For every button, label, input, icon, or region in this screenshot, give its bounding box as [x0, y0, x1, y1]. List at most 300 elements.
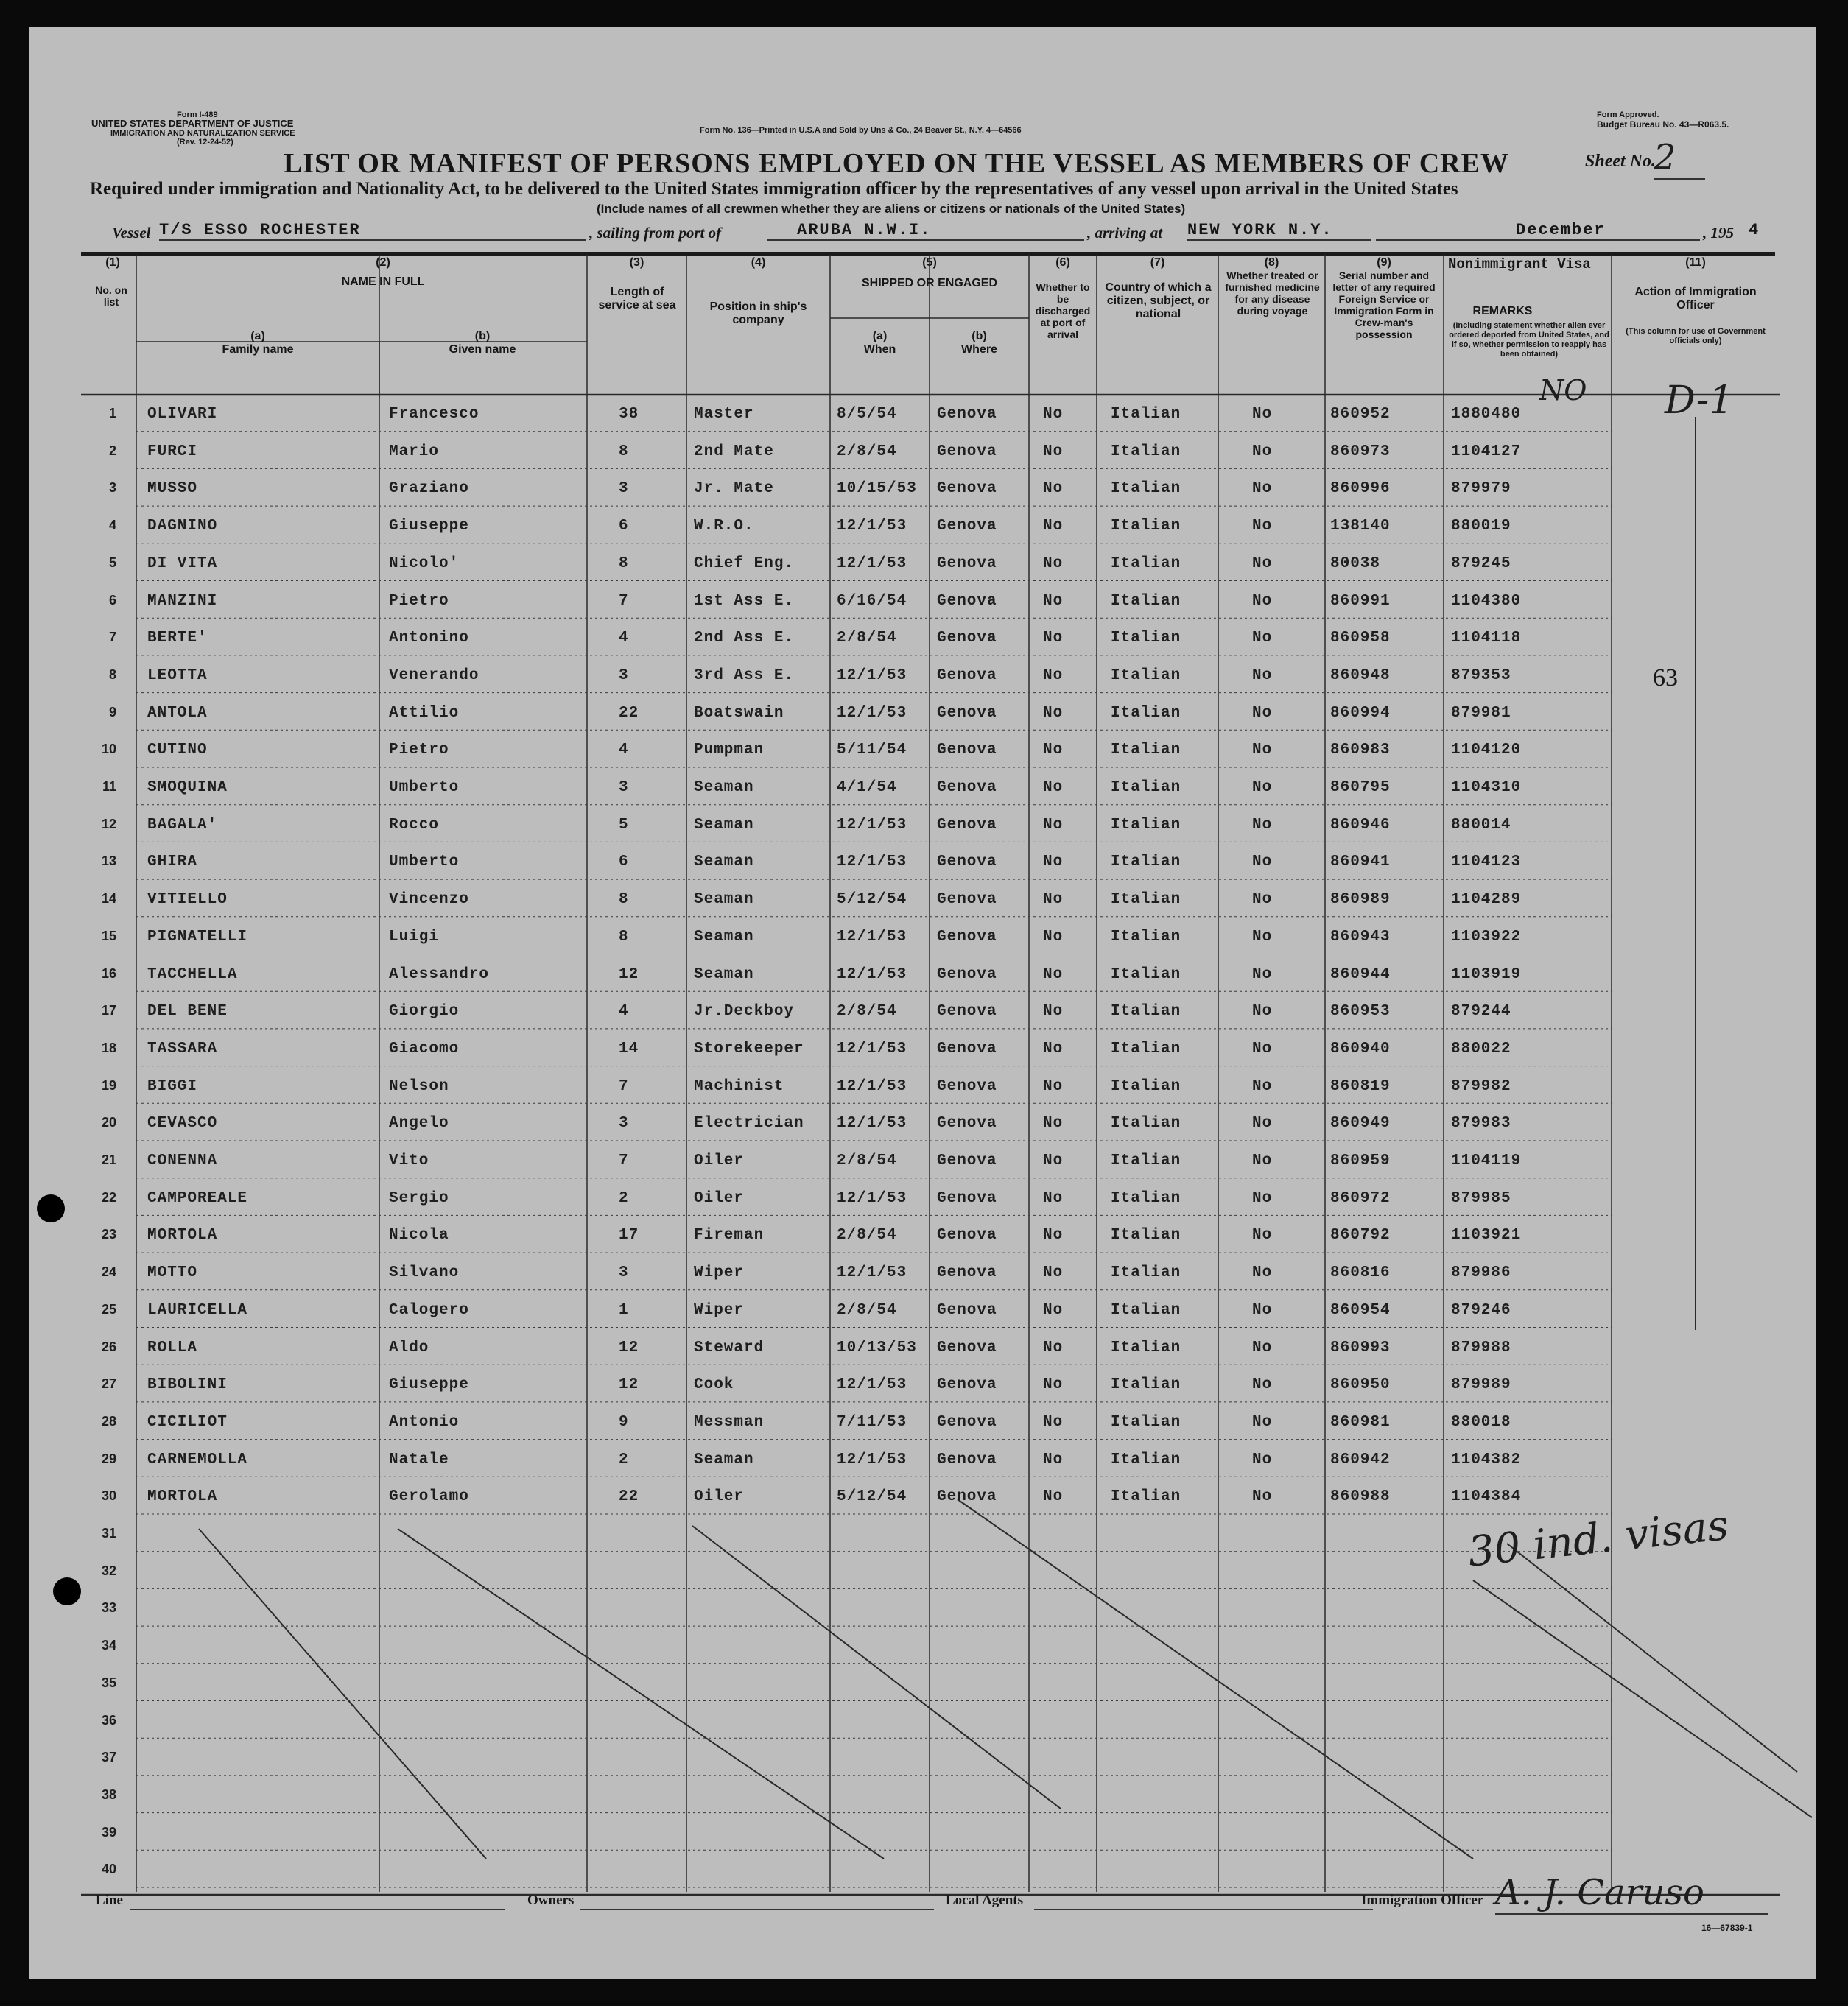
cell-service: 4: [619, 630, 629, 647]
cell-remarks: 879982: [1451, 1077, 1511, 1095]
cell-remarks: 1104118: [1451, 630, 1522, 647]
cell-where: Genova: [937, 406, 997, 423]
cell-no: 33: [101, 1600, 116, 1616]
cell-family: DI VITA: [147, 555, 218, 572]
cell-serial: 860972: [1330, 1189, 1391, 1207]
cell-position: Machinist: [694, 1077, 784, 1095]
cell-discharge: No: [1043, 704, 1064, 722]
cell-no: 10: [101, 742, 116, 757]
cell-serial: 860993: [1330, 1339, 1391, 1356]
cell-serial: 860996: [1330, 480, 1391, 498]
cell-position: Master: [694, 406, 754, 423]
col7-heading: Country of which a citizen, subject, or national: [1105, 281, 1212, 320]
cell-country: Italian: [1111, 592, 1181, 610]
cell-remarks: 879244: [1451, 1003, 1511, 1021]
cell-discharge: No: [1043, 406, 1064, 423]
cell-remarks: 1104380: [1451, 592, 1522, 610]
table-row: [29, 1706, 1816, 1743]
table-row: [29, 1481, 1816, 1518]
cell-country: Italian: [1111, 1264, 1181, 1282]
cell-where: Genova: [937, 1152, 997, 1169]
cell-when: 12/1/53: [837, 1376, 907, 1394]
form-revision: (Rev. 12-24-52): [177, 138, 233, 147]
cell-medicine: No: [1252, 704, 1273, 722]
table-row: [29, 510, 1816, 548]
cell-serial: 860953: [1330, 1003, 1391, 1021]
col6-number: (6): [1055, 256, 1070, 269]
cell-position: 1st Ass E.: [694, 592, 795, 610]
arrival-port: NEW YORK N.Y.: [1187, 221, 1371, 241]
cell-discharge: No: [1043, 1115, 1064, 1133]
cell-discharge: No: [1043, 480, 1064, 498]
cell-no: 9: [108, 704, 116, 719]
col4-heading: Position in ship's company: [709, 300, 807, 326]
cell-serial: 860942: [1330, 1451, 1391, 1468]
page-title: LIST OR MANIFEST OF PERSONS EMPLOYED ON THE VESSEL AS MEMBERS OF CREW: [284, 148, 1509, 179]
cell-where: Genova: [937, 1339, 997, 1356]
table-row: [29, 884, 1816, 921]
col8-number: (8): [1264, 256, 1279, 269]
col10-typed-heading: Nonimmigrant Visa: [1448, 256, 1591, 272]
cell-serial: 860952: [1330, 406, 1391, 423]
cell-position: Oiler: [694, 1189, 745, 1207]
cell-position: Seaman: [694, 816, 754, 834]
cell-position: Seaman: [694, 1451, 754, 1468]
cell-no: 17: [101, 1003, 116, 1018]
table-row: [29, 1444, 1816, 1482]
form-code: 16—67839-1: [1701, 1923, 1753, 1933]
cell-service: 2: [619, 1451, 629, 1468]
cell-where: Genova: [937, 816, 997, 834]
cell-service: 6: [619, 854, 629, 871]
cell-when: 2/8/54: [837, 443, 897, 460]
cell-family: CEVASCO: [147, 1115, 218, 1133]
cell-given: Pietro: [389, 592, 449, 610]
service-name: IMMIGRATION AND NATURALIZATION SERVICE: [110, 129, 295, 138]
cell-service: 7: [619, 592, 629, 610]
cell-no: 13: [101, 854, 116, 869]
cell-where: Genova: [937, 1451, 997, 1468]
cell-country: Italian: [1111, 965, 1181, 983]
cell-discharge: No: [1043, 1376, 1064, 1394]
col5b-heading: (b) Where: [961, 330, 997, 356]
cell-when: 10/15/53: [837, 480, 917, 498]
cell-no: 2: [108, 443, 116, 458]
cell-discharge: No: [1043, 891, 1064, 909]
table-row: [29, 436, 1816, 474]
cell-position: Seaman: [694, 928, 754, 946]
cell-position: Pumpman: [694, 742, 765, 759]
cell-serial: 860948: [1330, 666, 1391, 684]
cell-country: Italian: [1111, 1227, 1181, 1245]
cell-remarks: 879246: [1451, 1301, 1511, 1319]
cell-family: BAGALA': [147, 816, 218, 834]
cell-position: Cook: [694, 1376, 734, 1394]
cell-discharge: No: [1043, 742, 1064, 759]
cell-serial: 138140: [1330, 518, 1391, 535]
table-row: [29, 548, 1816, 585]
cell-given: Giorgio: [389, 1003, 460, 1021]
cell-position: Oiler: [694, 1488, 745, 1506]
cell-remarks: 1103919: [1451, 965, 1522, 983]
cell-position: Electrician: [694, 1115, 804, 1133]
cell-no: 39: [101, 1824, 116, 1840]
table-row: [29, 1295, 1816, 1332]
cell-serial: 860958: [1330, 630, 1391, 647]
cell-serial: 860941: [1330, 854, 1391, 871]
table-row: [29, 1108, 1816, 1145]
cell-medicine: No: [1252, 779, 1273, 796]
cell-serial: 860959: [1330, 1152, 1391, 1169]
cell-country: Italian: [1111, 1189, 1181, 1207]
immigration-officer-label: Immigration Officer: [1361, 1893, 1484, 1908]
cell-remarks: 879985: [1451, 1189, 1511, 1207]
cell-medicine: No: [1252, 592, 1273, 610]
cell-when: 12/1/53: [837, 1264, 907, 1282]
cell-given: Gerolamo: [389, 1488, 469, 1506]
punch-hole-bottom: [53, 1577, 81, 1605]
cell-medicine: No: [1252, 1077, 1273, 1095]
cell-remarks: 1104382: [1451, 1451, 1522, 1468]
cell-remarks: 879979: [1451, 480, 1511, 498]
cell-medicine: No: [1252, 928, 1273, 946]
table-row: [29, 1033, 1816, 1071]
cell-medicine: No: [1252, 1189, 1273, 1207]
cell-serial: 860819: [1330, 1077, 1391, 1095]
cell-where: Genova: [937, 443, 997, 460]
col5-heading: SHIPPED OR ENGAGED: [861, 277, 998, 289]
cell-given: Aldo: [389, 1339, 429, 1356]
cell-where: Genova: [937, 742, 997, 759]
table-row: [29, 1183, 1816, 1220]
sailing-label: , sailing from port of: [589, 224, 722, 242]
cell-remarks: 880014: [1451, 816, 1511, 834]
cell-when: 4/1/54: [837, 779, 897, 796]
cell-given: Umberto: [389, 854, 460, 871]
cell-medicine: No: [1252, 1451, 1273, 1468]
cell-given: Silvano: [389, 1264, 460, 1282]
cell-service: 3: [619, 779, 629, 796]
cell-where: Genova: [937, 1003, 997, 1021]
cell-given: Rocco: [389, 816, 440, 834]
cell-when: 8/5/54: [837, 406, 897, 423]
col8-heading: Whether treated or furnished medicine for any disease during voyage: [1225, 270, 1320, 317]
cell-medicine: No: [1252, 1115, 1273, 1133]
cell-remarks: 1104384: [1451, 1488, 1522, 1506]
cell-service: 8: [619, 891, 629, 909]
cell-position: Steward: [694, 1339, 765, 1356]
cell-discharge: No: [1043, 1077, 1064, 1095]
cell-when: 12/1/53: [837, 704, 907, 722]
col3-number: (3): [629, 256, 644, 269]
cell-service: 12: [619, 1339, 639, 1356]
cell-no: 36: [101, 1712, 116, 1728]
cell-family: CAMPOREALE: [147, 1189, 248, 1207]
cell-medicine: No: [1252, 518, 1273, 535]
cell-remarks: 879981: [1451, 704, 1511, 722]
cell-no: 5: [108, 555, 116, 570]
cell-service: 17: [619, 1227, 639, 1245]
cell-service: 3: [619, 666, 629, 684]
cell-family: MORTOLA: [147, 1227, 218, 1245]
cell-given: Nicolo': [389, 555, 460, 572]
cell-position: Boatswain: [694, 704, 784, 722]
table-row: [29, 1593, 1816, 1630]
cell-country: Italian: [1111, 928, 1181, 946]
cell-no: 15: [101, 928, 116, 943]
cell-no: 40: [101, 1862, 116, 1877]
cell-country: Italian: [1111, 480, 1181, 498]
table-row: [29, 660, 1816, 697]
cell-where: Genova: [937, 592, 997, 610]
cell-given: Vincenzo: [389, 891, 469, 909]
cell-position: Seaman: [694, 891, 754, 909]
cell-service: 12: [619, 1376, 639, 1394]
cell-when: 12/1/53: [837, 1040, 907, 1057]
cell-discharge: No: [1043, 854, 1064, 871]
cell-service: 14: [619, 1040, 639, 1057]
cell-serial: 80038: [1330, 555, 1381, 572]
cell-medicine: No: [1252, 742, 1273, 759]
cell-position: Jr.Deckboy: [694, 1003, 795, 1021]
table-row: [29, 585, 1816, 623]
cell-service: 1: [619, 1301, 629, 1319]
cell-no: 4: [108, 518, 116, 533]
cell-given: Alessandro: [389, 965, 490, 983]
table-row: [29, 697, 1816, 735]
cell-serial: 860946: [1330, 816, 1391, 834]
sheet-label: Sheet No.: [1585, 152, 1656, 171]
col11-note: (This column for use of Government officials only): [1626, 327, 1766, 345]
table-row: [29, 1332, 1816, 1370]
cell-no: 18: [101, 1040, 116, 1055]
cell-given: Graziano: [389, 480, 469, 498]
col2-heading: NAME IN FULL: [341, 275, 425, 288]
cell-country: Italian: [1111, 1376, 1181, 1394]
cell-no: 11: [102, 779, 116, 794]
cell-position: Jr. Mate: [694, 480, 774, 498]
action-code: D-1: [1665, 379, 1734, 423]
arrival-month: December: [1376, 221, 1700, 241]
cell-medicine: No: [1252, 1264, 1273, 1282]
cell-medicine: No: [1252, 443, 1273, 460]
cell-country: Italian: [1111, 443, 1181, 460]
table-row: [29, 622, 1816, 660]
cell-medicine: No: [1252, 480, 1273, 498]
cell-medicine: No: [1252, 406, 1273, 423]
cell-country: Italian: [1111, 891, 1181, 909]
cell-medicine: No: [1252, 1488, 1273, 1506]
cell-position: Seaman: [694, 779, 754, 796]
cell-no: 6: [108, 592, 116, 608]
cell-remarks: 879989: [1451, 1376, 1511, 1394]
owners-label: Owners: [527, 1893, 575, 1908]
cell-remarks: 1104310: [1451, 779, 1522, 796]
cell-discharge: No: [1043, 779, 1064, 796]
cell-given: Attilio: [389, 704, 460, 722]
cell-where: Genova: [937, 1376, 997, 1394]
cell-country: Italian: [1111, 816, 1181, 834]
cell-position: 3rd Ass E.: [694, 666, 795, 684]
cell-service: 9: [619, 1413, 629, 1431]
col11-number: (11): [1685, 256, 1706, 269]
cell-family: TASSARA: [147, 1040, 218, 1057]
cell-serial: 860944: [1330, 965, 1391, 983]
cell-medicine: No: [1252, 555, 1273, 572]
cell-country: Italian: [1111, 406, 1181, 423]
cell-remarks: 1104127: [1451, 443, 1522, 460]
cell-position: Seaman: [694, 965, 754, 983]
cell-country: Italian: [1111, 555, 1181, 572]
cell-family: DEL BENE: [147, 1003, 228, 1021]
cell-remarks: 880018: [1451, 1413, 1511, 1431]
cell-given: Luigi: [389, 928, 440, 946]
cell-family: LAURICELLA: [147, 1301, 248, 1319]
punch-hole-top: [37, 1194, 65, 1222]
cell-serial: 860988: [1330, 1488, 1391, 1506]
cell-given: Calogero: [389, 1301, 469, 1319]
cell-no: 34: [101, 1638, 116, 1653]
cell-position: Fireman: [694, 1227, 765, 1245]
cell-family: MOTTO: [147, 1264, 198, 1282]
cell-family: SMOQUINA: [147, 779, 228, 796]
cell-country: Italian: [1111, 1152, 1181, 1169]
cell-given: Giuseppe: [389, 518, 469, 535]
cell-where: Genova: [937, 630, 997, 647]
cell-given: Nelson: [389, 1077, 449, 1095]
cell-medicine: No: [1252, 1040, 1273, 1057]
cell-serial: 860792: [1330, 1227, 1391, 1245]
cell-position: Wiper: [694, 1264, 745, 1282]
cell-country: Italian: [1111, 1413, 1181, 1431]
cell-serial: 860943: [1330, 928, 1391, 946]
cell-discharge: No: [1043, 1152, 1064, 1169]
cell-given: Antonio: [389, 1413, 460, 1431]
cell-given: Mario: [389, 443, 440, 460]
officer-signature: A. J. Caruso: [1495, 1872, 1768, 1915]
cell-serial: 860949: [1330, 1115, 1391, 1133]
cell-remarks: 1880480: [1451, 406, 1522, 423]
cell-no: 12: [101, 816, 116, 831]
cell-when: 12/1/53: [837, 965, 907, 983]
cell-discharge: No: [1043, 666, 1064, 684]
cell-when: 12/1/53: [837, 666, 907, 684]
cell-remarks: 879986: [1451, 1264, 1511, 1282]
handwritten-total: 30 ind. visas: [1466, 1501, 1731, 1577]
table-row: [29, 473, 1816, 510]
vessel-name: T/S ESSO ROCHESTER: [159, 221, 586, 241]
cell-no: 25: [101, 1301, 116, 1317]
col10-heading: REMARKS: [1472, 305, 1533, 317]
year-suffix: 4: [1749, 221, 1760, 239]
cell-where: Genova: [937, 1115, 997, 1133]
cell-remarks: 1103921: [1451, 1227, 1522, 1245]
cell-given: Nicola: [389, 1227, 449, 1245]
cell-service: 4: [619, 742, 629, 759]
cell-position: W.R.O.: [694, 518, 754, 535]
cell-discharge: No: [1043, 592, 1064, 610]
cell-family: VITIELLO: [147, 891, 228, 909]
col9-number: (9): [1377, 256, 1391, 269]
cell-where: Genova: [937, 555, 997, 572]
cell-remarks: 879988: [1451, 1339, 1511, 1356]
cell-service: 6: [619, 518, 629, 535]
cell-when: 5/12/54: [837, 891, 907, 909]
cell-remarks: 879983: [1451, 1115, 1511, 1133]
cell-service: 12: [619, 965, 639, 983]
cell-serial: 860950: [1330, 1376, 1391, 1394]
cell-discharge: No: [1043, 1189, 1064, 1207]
cell-family: CUTINO: [147, 742, 208, 759]
cell-discharge: No: [1043, 1227, 1064, 1245]
cell-family: OLIVARI: [147, 406, 218, 423]
cell-serial: 860973: [1330, 443, 1391, 460]
cell-serial: 860981: [1330, 1413, 1391, 1431]
cell-medicine: No: [1252, 1003, 1273, 1021]
cell-no: 30: [101, 1488, 116, 1504]
cell-medicine: No: [1252, 1413, 1273, 1431]
cell-serial: 860994: [1330, 704, 1391, 722]
cell-when: 10/13/53: [837, 1339, 917, 1356]
cell-remarks: 880022: [1451, 1040, 1511, 1057]
cell-serial: 860991: [1330, 592, 1391, 610]
cell-service: 8: [619, 555, 629, 572]
vessel-label: Vessel: [112, 224, 151, 242]
cell-when: 2/8/54: [837, 1227, 897, 1245]
cell-serial: 860940: [1330, 1040, 1391, 1057]
cell-where: Genova: [937, 928, 997, 946]
cell-where: Genova: [937, 965, 997, 983]
cell-medicine: No: [1252, 1227, 1273, 1245]
cell-country: Italian: [1111, 1339, 1181, 1356]
cell-country: Italian: [1111, 518, 1181, 535]
cell-when: 2/8/54: [837, 1301, 897, 1319]
cell-discharge: No: [1043, 1488, 1064, 1506]
cell-where: Genova: [937, 1264, 997, 1282]
col3-heading: Length of service at sea: [598, 286, 676, 312]
col1-number: (1): [105, 256, 120, 269]
col5a-heading: (a) When: [863, 330, 896, 356]
cell-no: 22: [101, 1189, 116, 1205]
cell-country: Italian: [1111, 1040, 1181, 1057]
cell-when: 2/8/54: [837, 630, 897, 647]
local-agents-label: Local Agents: [946, 1893, 1024, 1908]
cell-when: 5/11/54: [837, 742, 907, 759]
cell-when: 7/11/53: [837, 1413, 907, 1431]
cell-serial: 860983: [1330, 742, 1391, 759]
cell-given: Umberto: [389, 779, 460, 796]
cell-remarks: 1103922: [1451, 928, 1522, 946]
cell-when: 12/1/53: [837, 854, 907, 871]
cell-no: 27: [101, 1376, 116, 1392]
cell-no: 26: [101, 1339, 116, 1354]
table-row: [29, 1257, 1816, 1295]
table-row: [29, 1742, 1816, 1780]
cell-given: Vito: [389, 1152, 429, 1169]
cell-service: 3: [619, 1264, 629, 1282]
cell-when: 12/1/53: [837, 1189, 907, 1207]
cell-medicine: No: [1252, 1152, 1273, 1169]
cell-no: 3: [108, 480, 116, 496]
cell-service: 2: [619, 1189, 629, 1207]
cell-discharge: No: [1043, 443, 1064, 460]
cell-given: Antonino: [389, 630, 469, 647]
cell-no: 37: [101, 1750, 116, 1765]
col1-heading: No. on list: [95, 284, 127, 308]
remarks-no-note: NO: [1539, 374, 1587, 407]
cell-no: 16: [101, 965, 116, 981]
cell-medicine: No: [1252, 891, 1273, 909]
